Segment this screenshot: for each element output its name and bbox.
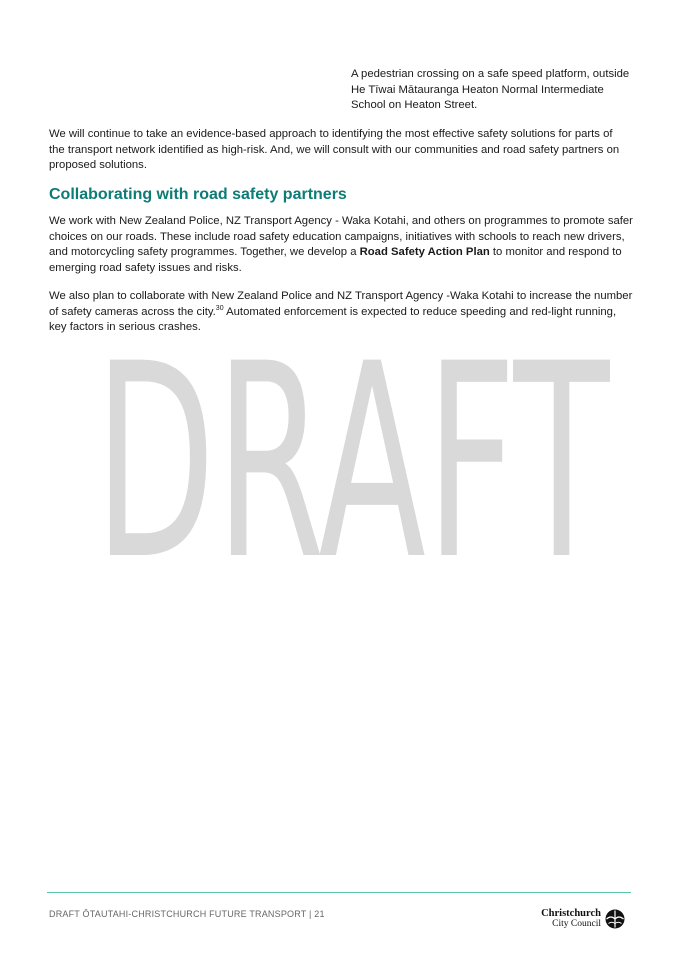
paragraph-line (49, 305, 644, 321)
caption-line: He Tīwai Mātauranga Heaton Normal Intermediate (351, 83, 604, 96)
partners-paragraph (49, 214, 644, 276)
paragraph-line: We work with New Zealand Police, NZ Transport Agency - Waka Kotahi, and others on programmes to promote safer (49, 215, 633, 227)
draft-watermark (92, 350, 612, 560)
intro-paragraph (49, 127, 644, 174)
watermark-text: DRAFT (94, 350, 612, 560)
paragraph-line: the transport network identified as high-risk. And, we will consult with our communities and road safety partners on (49, 143, 620, 156)
paragraph-line: We will continue to take an evidence-based approach to identifying the most effective safety solutions for parts of (49, 128, 613, 140)
logo-line-2: City Council (552, 919, 601, 929)
paragraph-line: We also plan to collaborate with New Zealand Police and NZ Transport Agency -Waka Kotahi to increase the number (49, 290, 633, 302)
caption-line: School on Heaton Street. (351, 99, 478, 111)
paragraph-line: key factors in serious crashes. (49, 321, 201, 333)
footer-rule (47, 892, 631, 893)
photo-caption (351, 67, 651, 114)
line-text: and motorcycling safety programmes. Together, we develop a (49, 246, 360, 258)
council-logo (542, 908, 627, 930)
paragraph-line (49, 245, 644, 261)
logo-line-1: Christchurch (541, 908, 601, 919)
paragraph-line: proposed solutions. (49, 159, 147, 171)
caption-line: A pedestrian crossing on a safe speed platform, outside (351, 68, 630, 80)
line-text: Automated enforcement is expected to reduce speeding and red-light running, (223, 305, 617, 318)
cameras-paragraph (49, 289, 644, 336)
footer-text: DRAFT ŌTAUTAHI-CHRISTCHURCH FUTURE TRANSPORT | 21 (49, 909, 325, 919)
line-text: to monitor and respond to (489, 246, 622, 258)
section-heading: Collaborating with road safety partners (49, 186, 347, 203)
paragraph-line: emerging road safety issues and risks. (49, 261, 242, 274)
footnote-ref[interactable]: 30 (215, 304, 224, 312)
logo-wordmark (541, 908, 601, 929)
line-text: of safety cameras across the city. (49, 305, 216, 318)
council-emblem-icon (605, 909, 625, 929)
road-safety-action-plan: Road Safety Action Plan (359, 246, 490, 258)
paragraph-line: choices on our roads. These include road safety education campaigns, initiatives with schools to reach new drivers, (49, 230, 625, 243)
